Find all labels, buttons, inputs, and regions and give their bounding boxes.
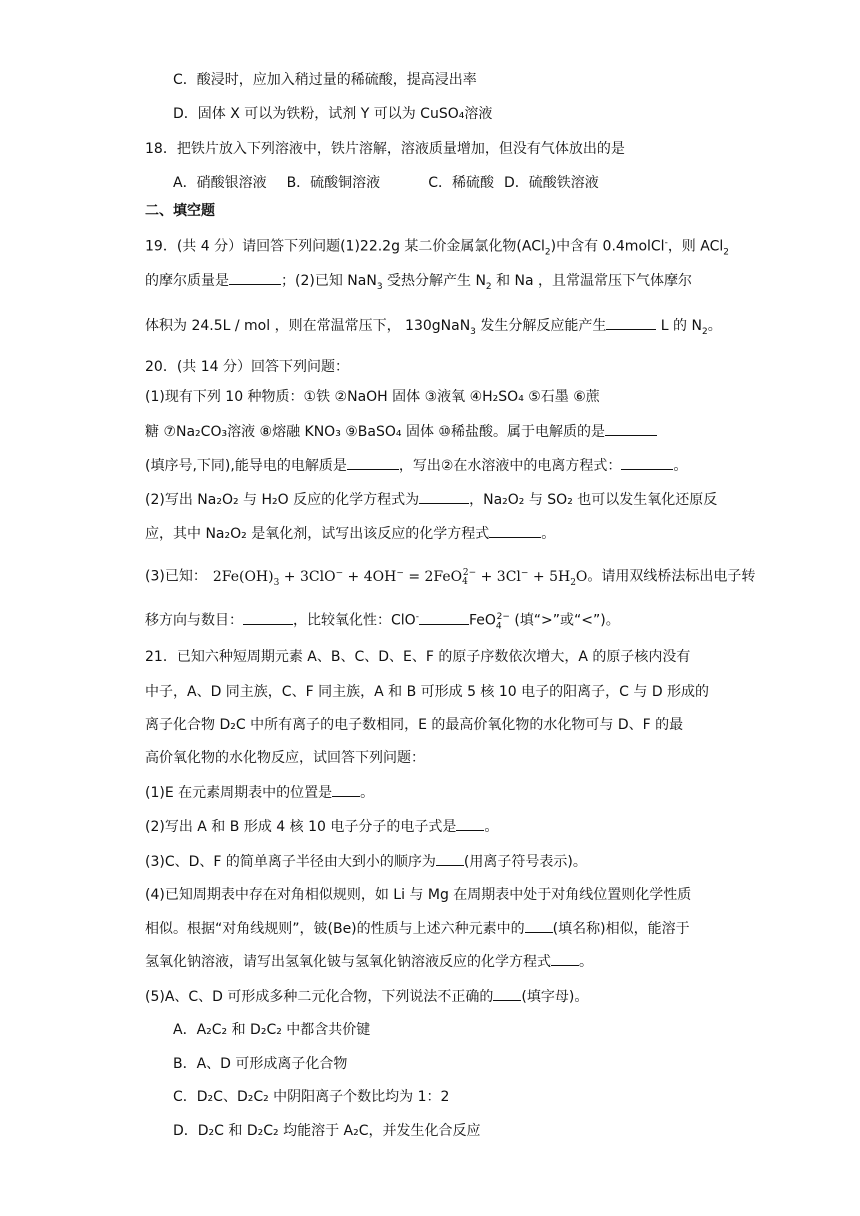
q19-line-3: 体积为 24.5L / mol ，则在常温常压下， 130gNaN$_3$ 发生分解反应能产生 L 的 $N_2$。	[145, 315, 722, 342]
q18-option-a: A．硝酸银溶液	[173, 175, 267, 191]
q20-p2-line-2: 应，其中 Na₂O₂ 是氧化剂，试写出该反应的化学方程式 。	[145, 523, 555, 544]
q21-line-2: 中子，A、D 同主族，C、F 同主族，A 和 B 可形成 5 核 10 电子的阳离子，C 与 D 形成的	[145, 684, 710, 700]
answer-blank[interactable]	[436, 851, 464, 866]
q21-line-1: 21．已知六种短周期元素 A、B、C、D、E、F 的原子序数依次增大，A 的原子核内没有	[145, 649, 691, 665]
q20-p2-line-1: (2)写出 Na₂O₂ 与 H₂O 反应的化学方程式为 ，Na₂O₂ 与 SO₂ 也可以发生氧化还原反	[145, 489, 717, 510]
redox-equation: $2Fe(OH)_3 + 3ClO^- + 4OH^- = 2FeO_4^{2-} + 3Cl^- + 5H_2O$	[212, 568, 588, 588]
q21-p4-line-1: (4)已知周期表中存在对角相似规则，如 Li 与 Mg 在周期表中处于对角线位置则化学性质	[145, 887, 692, 903]
q18-option-d: D．硫酸铁溶液	[503, 175, 599, 191]
q18-options	[173, 173, 599, 193]
answer-blank[interactable]	[606, 315, 656, 330]
q20-p1-line-1: (1)现有下列 10 种物质：①铁 ②NaOH 固体 ③液氧 ④H₂SO₄ ⑤石墨 ⑥蔗	[145, 389, 600, 405]
answer-blank[interactable]	[621, 455, 673, 470]
q21-p3: (3)C、D、F 的简单离子半径由大到小的顺序为 (用离子符号表示)。	[145, 851, 587, 872]
q21-line-3: 离子化合物 D₂C 中所有离子的电子数相同，E 的最高价氧化物的水化物可与 D、F 的最	[145, 717, 684, 733]
answer-blank[interactable]	[551, 951, 579, 966]
q21-option-b: B．A、D 可形成离子化合物	[173, 1056, 348, 1072]
q20-p1-line-3: (填序号,下同),能导电的电解质是 ，写出②在水溶液中的电离方程式： 。	[145, 455, 687, 476]
answer-blank[interactable]	[419, 489, 469, 504]
q21-option-c: C．D₂C、D₂C₂ 中阴阳离子个数比均为 1：2	[173, 1089, 450, 1105]
q18-option-b: B．硫酸铜溶液	[286, 175, 381, 191]
answer-blank[interactable]	[605, 421, 657, 436]
section-heading: 二、填空题	[145, 203, 215, 219]
q21-option-d: D．D₂C 和 D₂C₂ 均能溶于 A₂C，并发生化合反应	[173, 1123, 481, 1139]
answer-blank[interactable]	[525, 918, 553, 933]
q21-option-a: A．A₂C₂ 和 D₂C₂ 中都含共价键	[173, 1022, 371, 1038]
q17-option-c: C．酸浸时，应加入稍过量的稀硫酸，提高浸出率	[173, 72, 477, 88]
q20-heading: 20．(共 14 分）回答下列问题：	[145, 359, 349, 375]
answer-blank[interactable]	[243, 610, 293, 625]
q17-option-d: D．固体 X 可以为铁粉，试剂 Y 可以为 CuSO₄溶液	[173, 106, 493, 122]
answer-blank[interactable]	[419, 610, 469, 625]
q21-p1: (1)E 在元素周期表中的位置是 。	[145, 782, 374, 803]
answer-blank[interactable]	[332, 782, 360, 797]
q21-p4-line-3: 氢氧化钠溶液，请写出氢氧化铍与氢氧化钠溶液反应的化学方程式 。	[145, 951, 593, 972]
answer-blank[interactable]	[493, 986, 521, 1001]
q19-line-2: 的摩尔质量是 ；(2)已知 NaN$_3$ 受热分解产生 $N_2$ 和 Na ，且常温常压下气体摩尔	[145, 270, 692, 297]
q18-stem: 18．把铁片放入下列溶液中，铁片溶解，溶液质量增加，但没有气体放出的是	[145, 141, 625, 157]
answer-blank[interactable]	[456, 816, 484, 831]
q21-p4-line-2: 相似。根据“对角线规则”，铍(Be)的性质与上述六种元素中的 (填名称)相似，能溶于	[145, 918, 690, 939]
q20-p3-line-1: (3)已知： $2Fe(OH)_3 + 3ClO^- + 4OH^- = 2FeO_4^{2-} + 3Cl^- + 5H_2O$。请用双线桥法标出电子转	[145, 568, 756, 588]
q21-p5: (5)A、C、D 可形成多种二元化合物，下列说法不正确的 (填字母)。	[145, 986, 588, 1007]
q19-line-1: 19．(共 4 分）请回答下列问题(1)22.2g 某二价金属氯化物(ACl$_2$)中含有 0.4molCl-，则 ACl$_2$	[145, 238, 729, 258]
q18-option-c: C．稀硫酸	[428, 175, 494, 191]
answer-blank[interactable]	[347, 455, 399, 470]
q20-p3-line-2: 移方向与数目： ，比较氧化性：ClO- FeO$_4^{2-}$ (填“>”或“<”)。	[145, 607, 620, 636]
q21-line-4: 高价氧化物的水化物反应，试回答下列问题：	[145, 750, 425, 766]
answer-blank[interactable]	[229, 270, 281, 285]
answer-blank[interactable]	[489, 523, 541, 538]
q21-p2: (2)写出 A 和 B 形成 4 核 10 电子分子的电子式是 。	[145, 816, 498, 837]
q20-p1-line-2: 糖 ⑦Na₂CO₃溶液 ⑧熔融 KNO₃ ⑨BaSO₄ 固体 ⑩稀盐酸。属于电解质的是	[145, 421, 657, 442]
